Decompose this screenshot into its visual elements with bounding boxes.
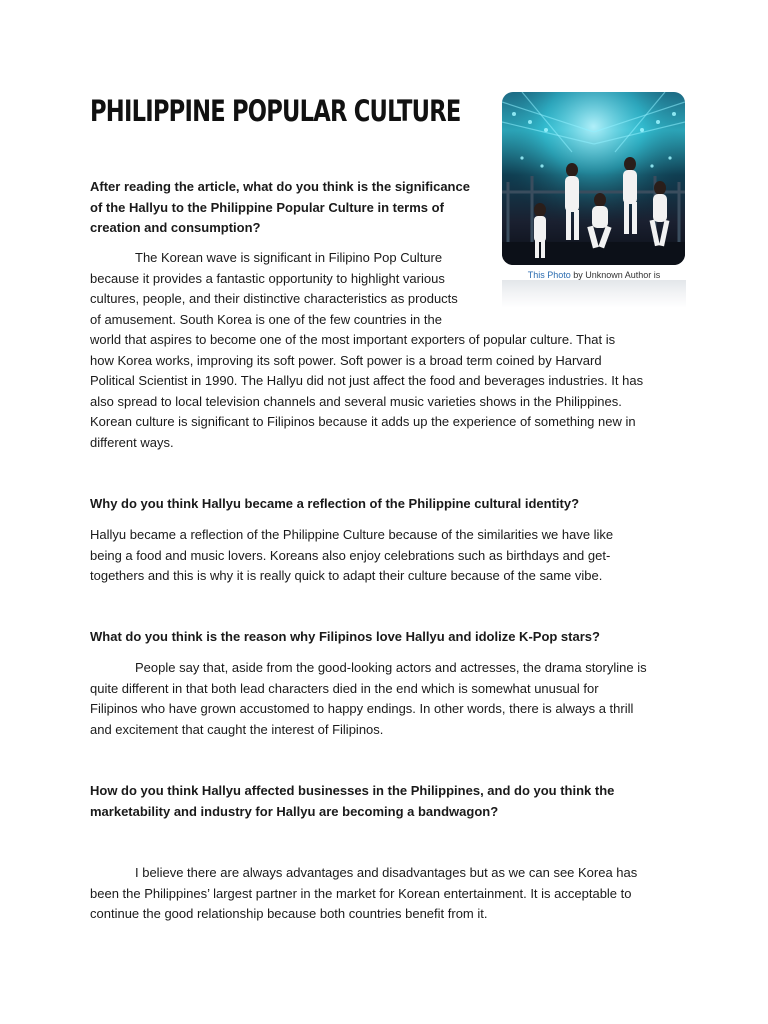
answer-1-line: how Korea works, improving its soft power. Soft power is a broad term coined by Harvard xyxy=(90,352,602,368)
answer-3-line: Filipinos who have grown accustomed to happy endings. In other words, there is always a thrill xyxy=(90,701,634,716)
answer-4-line: I believe there are always advantages and disadvantages but as we can see Korea has xyxy=(135,865,638,880)
question-4-line: How do you think Hallyu affected businesses in the Philippines, and do you think the xyxy=(90,783,615,798)
question-4 xyxy=(90,781,690,822)
answer-4 xyxy=(90,863,690,925)
question-4-line: marketability and industry for Hallyu are becoming a bandwagon? xyxy=(90,803,499,819)
answer-1 xyxy=(90,248,690,453)
answer-3-line: quite different in that both lead characters died in the end which is somewhat unusual for xyxy=(90,680,599,696)
answer-3-line: People say that, aside from the good-looking actors and actresses, the drama storyline is xyxy=(135,660,647,675)
question-1-line: creation and consumption? xyxy=(90,220,261,235)
question-1-line: of the Hallyu to the Philippine Popular Culture in terms of xyxy=(90,199,444,215)
answer-1-line: of amusement. South Korea is one of the few countries in the xyxy=(90,311,442,327)
question-2 xyxy=(90,494,690,515)
answer-1-line: different ways. xyxy=(90,434,174,450)
document-title: PHILIPPINE POPULAR CULTURE xyxy=(90,94,461,128)
answer-1-line: cultures, people, and their distinctive characteristics as products xyxy=(90,291,458,306)
photo-attribution-link[interactable]: This Photo xyxy=(527,270,571,280)
answer-1-line: Korean culture is significant to Filipinos because it adds up the experience of something new in xyxy=(90,414,636,429)
question-1 xyxy=(90,177,490,239)
concert-photo[interactable] xyxy=(502,92,685,265)
answer-4-line: continue the good relationship because both countries benefit from it. xyxy=(90,906,488,921)
answer-2-line: Hallyu became a reflection of the Philippine Culture because of the similarities we have like xyxy=(90,527,614,542)
answer-1-line: Political Scientist in 1990. The Hallyu did not just affect the food and beverages industries. It has xyxy=(90,373,644,388)
answer-1-line: world that aspires to become one of the most important exporters of popular culture. That is xyxy=(90,332,616,347)
answer-3-line: and excitement that caught the interest of Filipinos. xyxy=(90,721,384,737)
question-3-line: What do you think is the reason why Filipinos love Hallyu and idolize K-Pop stars? xyxy=(90,629,600,644)
answer-1-line: The Korean wave is significant in Filipino Pop Culture xyxy=(135,250,443,265)
question-3 xyxy=(90,627,690,648)
answer-2 xyxy=(90,525,690,587)
answer-1-line: because it provides a fantastic opportunity to highlight various xyxy=(90,270,445,286)
answer-2-line: togethers and this is why it is really quick to adapt their culture because of the same vibe. xyxy=(90,568,603,583)
question-2-line: Why do you think Hallyu became a reflection of the Philippine cultural identity? xyxy=(90,496,580,511)
answer-2-line: being a food and music lovers. Koreans also enjoy celebrations such as birthdays and get- xyxy=(90,547,611,563)
photo-attribution-text: by Unknown Author is xyxy=(570,270,661,280)
question-1-line: After reading the article, what do you think is the significance xyxy=(90,179,470,194)
answer-3 xyxy=(90,658,690,740)
answer-4-line: been the Philippines’ largest partner in the market for Korean entertainment. It is acceptable to xyxy=(90,885,632,901)
answer-1-line: also spread to local television channels and several music varieties shows in the Philippines. xyxy=(90,393,622,409)
